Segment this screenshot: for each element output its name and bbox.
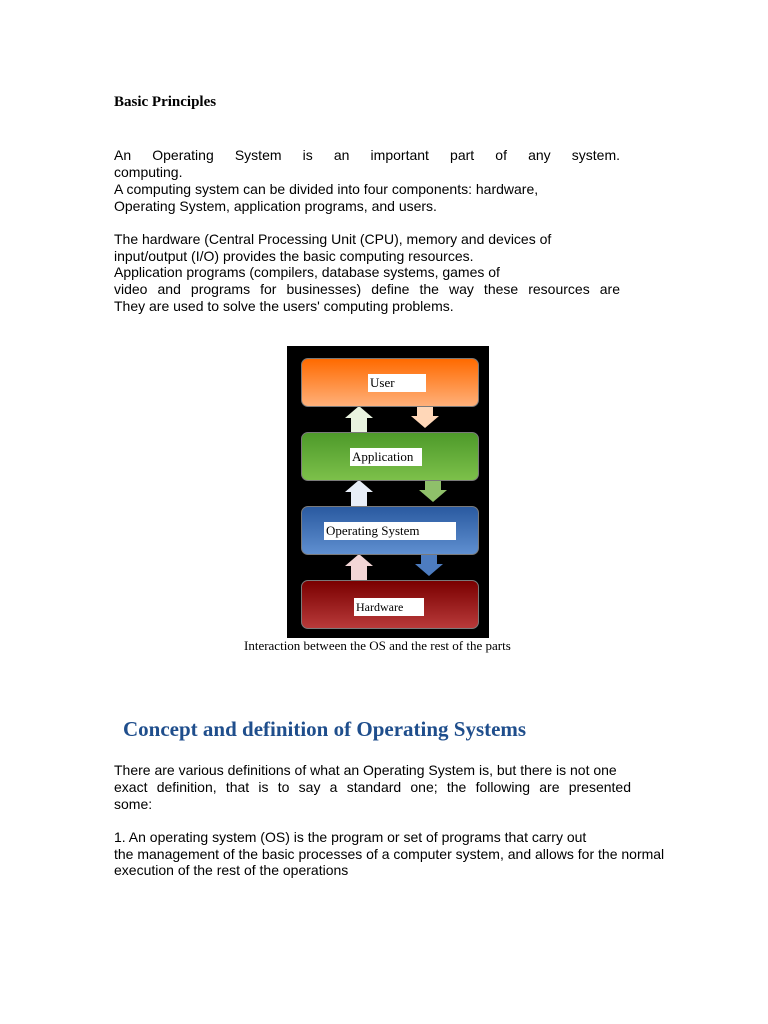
paragraph-line: Application programs (compilers, database systems, games of [114, 264, 500, 280]
paragraph-line: 1. An operating system (OS) is the program or set of programs that carry out [114, 829, 587, 845]
section-title-concept: Concept and definition of Operating Systems [123, 717, 527, 741]
os-layers-diagram [287, 346, 489, 638]
layer-application [301, 432, 479, 481]
section-heading-basic-principles: Basic Principles [114, 94, 217, 110]
layer-label-hardware: Hardware [354, 598, 424, 616]
down-arrow-user-to-app-icon [411, 404, 439, 428]
layer-label-operating-system: Operating System [324, 522, 456, 540]
paragraph-line: input/output (I/O) provides the basic computing resources. [114, 248, 474, 264]
layer-operating-system [301, 506, 479, 555]
layer-label-application: Application [350, 448, 422, 466]
up-arrow-os-to-app-icon [345, 480, 373, 506]
paragraph-line: The hardware (Central Processing Unit (CPU), memory and devices of [114, 231, 552, 247]
up-arrow-hw-to-os-icon [345, 554, 373, 580]
paragraph-line: Operating System, application programs, and users. [114, 198, 437, 214]
layer-user [301, 358, 479, 407]
down-arrow-app-to-os-icon [419, 478, 447, 502]
layer-hardware [301, 580, 479, 629]
paragraph-line: some: [114, 796, 153, 812]
paragraph-line: They are used to solve the users' computing problems. [114, 298, 454, 314]
paragraph-line: A computing system can be divided into four components: hardware, [114, 181, 539, 197]
paragraph-line: An Operating System is an important part of any system. [114, 147, 620, 163]
paragraph-line: exact definition, that is to say a standard one; the following are presented [114, 779, 631, 795]
paragraph-line: execution of the rest of the operations [114, 862, 349, 878]
up-arrow-app-to-user-icon [345, 406, 373, 432]
figure-caption: Interaction between the OS and the rest of the parts [244, 638, 511, 653]
layer-label-user: User [368, 374, 426, 392]
paragraph-line: There are various definitions of what an Operating System is, but there is not one [114, 762, 617, 778]
down-arrow-os-to-hw-icon [415, 552, 443, 576]
paragraph-line: computing. [114, 164, 183, 180]
paragraph-line: the management of the basic processes of a computer system, and allows for the normal [114, 846, 665, 862]
paragraph-line: video and programs for businesses) define the way these resources are [114, 281, 620, 297]
